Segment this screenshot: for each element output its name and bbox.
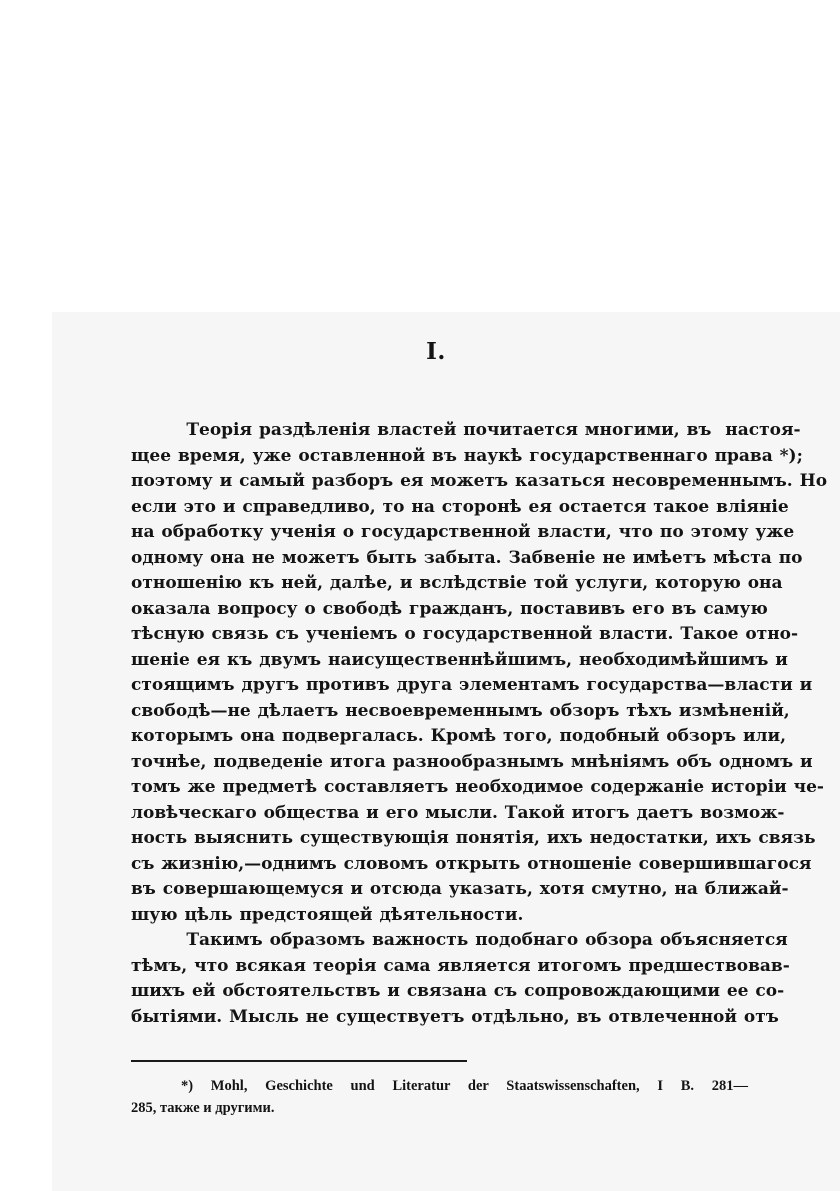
text-line: тѣмъ, что всякая теорія сама является итогомъ предшествовав- bbox=[131, 955, 790, 976]
text-line-paragraph-end: шую цѣль предстоящей дѣятельности. bbox=[131, 904, 524, 925]
text-line: отношенію къ ней, далѣе, и вслѣдствіе той услуги, которую она bbox=[131, 573, 783, 593]
chapter-number: I. bbox=[426, 338, 446, 365]
text-line: ловѣческаго общества и его мысли. Такой итогъ даетъ возмож- bbox=[131, 802, 785, 823]
text-line: стоящимъ другъ противъ друга элементамъ государства—власти и bbox=[131, 675, 813, 695]
text-line: шихъ ей обстоятельствъ и связана съ сопровождающими ее со- bbox=[131, 981, 785, 1001]
text-line: ность выяснить существующія понятія, ихъ недостатки, ихъ связь bbox=[131, 828, 816, 848]
text-line: шеніе ея къ двумъ наисущественнѣйшимъ, необходимѣйшимъ и bbox=[131, 649, 788, 670]
text-line: бытіями. Мысль не существуетъ отдѣльно, въ отвлеченной отъ bbox=[131, 1006, 779, 1027]
text-line: на обработку ученія о государственной власти, что по этому уже bbox=[131, 522, 795, 542]
text-line: томъ же предметѣ составляетъ необходимое содержаніе исторіи че- bbox=[131, 777, 824, 797]
text-line: Теорія раздѣленія властей почитается многими, въ настоя- bbox=[131, 420, 801, 440]
text-line: оказала вопросу о свободѣ гражданъ, поставивъ его въ самую bbox=[131, 598, 768, 619]
text-line: одному она не можетъ быть забыта. Забвеніе не имѣетъ мѣста по bbox=[131, 547, 803, 568]
footnote-line: *) Mohl, Geschichte und Literatur der Staatswissenschaften, I B. 281— bbox=[181, 1078, 748, 1094]
text-line: точнѣе, подведеніе итога разнообразнымъ мнѣніямъ объ одномъ и bbox=[131, 751, 813, 772]
text-line: если это и справедливо, то на сторонѣ ея остается такое вліяніе bbox=[131, 496, 789, 517]
text-line: тѣсную связь съ ученіемъ о государственной власти. Такое отно- bbox=[131, 624, 799, 644]
footnote-divider bbox=[131, 1060, 467, 1062]
text-line: поэтому и самый разборъ ея можетъ казаться несовременнымъ. Но bbox=[131, 471, 828, 491]
footnote bbox=[131, 1075, 748, 1119]
text-line: Такимъ образомъ важность подобнаго обзора объясняется bbox=[131, 930, 788, 950]
text-line: щее время, уже оставленной въ наукѣ государственнаго права *); bbox=[131, 445, 803, 466]
text-line: въ совершающемуся и отсюда указать, хотя смутно, на ближай- bbox=[131, 879, 789, 899]
footnote-line: 285, также и другими. bbox=[131, 1100, 275, 1116]
main-text-block bbox=[131, 418, 828, 1030]
text-line: свободѣ—не дѣлаетъ несвоевременнымъ обзоръ тѣхъ измѣненій, bbox=[131, 700, 790, 721]
text-line: съ жизнію,—однимъ словомъ открыть отношеніе совершившагося bbox=[131, 853, 812, 874]
text-line: которымъ она подвергалась. Кромѣ того, подобный обзоръ или, bbox=[131, 726, 787, 746]
